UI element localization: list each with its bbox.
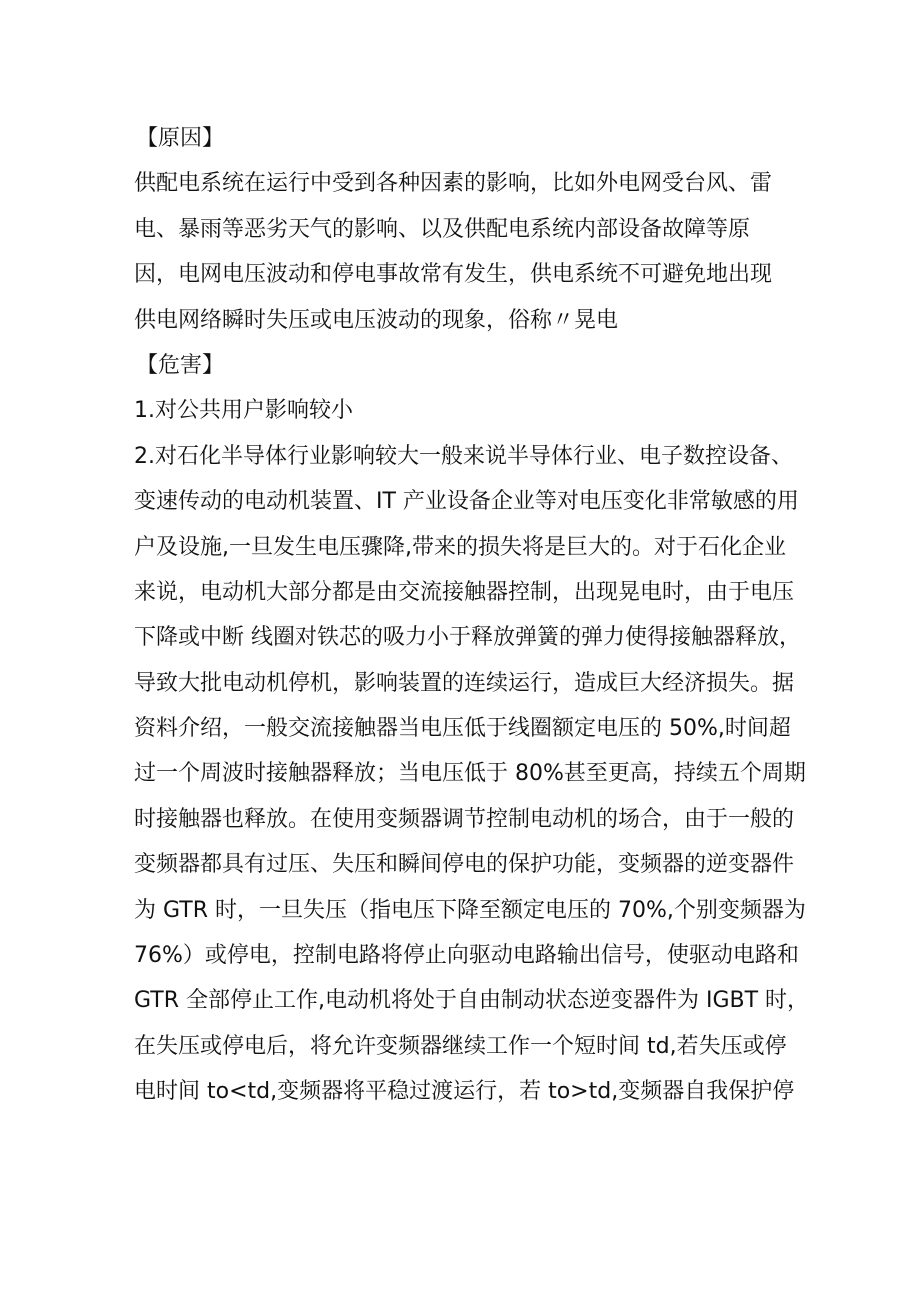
text-line: 资料介绍，一般交流接触器当电压低于线圈额定电压的 50%,时间超 — [134, 716, 791, 742]
text-line: 为 GTR 时，一旦失压（指电压下降至额定电压的 70%,个别变频器为 — [134, 897, 806, 923]
list-item: 2.对石化半导体行业影响较大一般来说半导体行业、电子数控设备、 — [134, 443, 793, 469]
text-line: 下降或中断 线圈对铁芯的吸力小于释放弹簧的弹力使得接触器释放， — [134, 625, 801, 651]
text-line: 电时间 to<td,变频器将平稳过渡运行，若 to>td,变频器自我保护停 — [134, 1079, 795, 1105]
text-line: 供电网络瞬时失压或电压波动的现象，俗称〃晃电 — [134, 307, 619, 333]
text-line: 变速传动的电动机装置、IT 产业设备企业等对电压变化非常敏感的用 — [134, 489, 799, 515]
list-item: 1.对公共用户影响较小 — [134, 398, 353, 424]
text-line: 来说，电动机大部分都是由交流接触器控制，出现晃电时，由于电压 — [134, 579, 795, 605]
text-line: GTR 全部停止工作,电动机将处于自由制动状态逆变器件为 IGBT 时， — [134, 988, 810, 1014]
text-line: 76%）或停电，控制电路将停止向驱动电路输出信号，使驱动电路和 — [134, 943, 799, 969]
text-line: 导致大批电动机停机，影响装置的连续运行，造成巨大经济损失。据 — [134, 670, 795, 696]
section-heading-harm: 【危害】 — [136, 352, 225, 378]
text-line: 供配电系统在运行中受到各种因素的影响，比如外电网受台风、雷 — [134, 171, 773, 197]
text-line: 电、暴雨等恶劣天气的影响、以及供配电系统内部设备故障等原 — [134, 216, 751, 242]
text-line: 时接触器也释放。在使用变频器调节控制电动机的场合，由于一般的 — [134, 806, 795, 832]
text-line: 在失压或停电后，将允许变频器继续工作一个短时间 td,若失压或停 — [134, 1033, 787, 1059]
text-line: 变频器都具有过压、失压和瞬间停电的保护功能，变频器的逆变器件 — [134, 852, 795, 878]
text-line: 过一个周波时接触器释放；当电压低于 80%甚至更高，持续五个周期 — [134, 761, 806, 787]
text-line: 户及设施,一旦发生电压骤降,带来的损失将是巨大的。对于石化企业 — [134, 534, 786, 560]
text-line: 因，电网电压波动和停电事故常有发生，供电系统不可避免地出现 — [134, 262, 773, 288]
section-heading-cause: 【原因】 — [136, 126, 225, 151]
body-text — [134, 116, 810, 1115]
